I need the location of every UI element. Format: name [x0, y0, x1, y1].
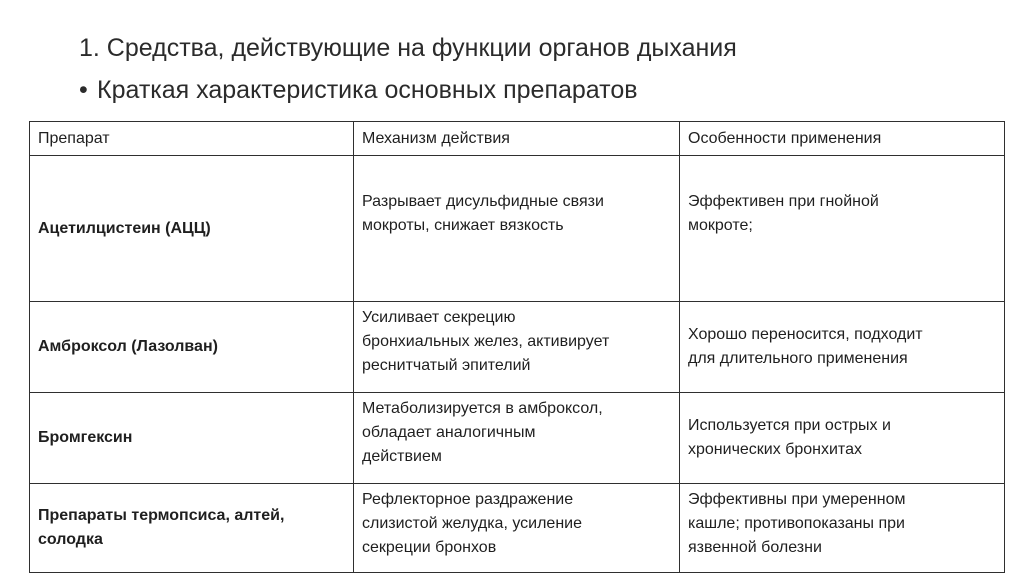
- mechanism-cell: [354, 156, 680, 302]
- table-row: [30, 393, 1005, 484]
- usage-cell: [680, 393, 1005, 484]
- bullet-marker: •: [79, 76, 88, 104]
- usage-text: Хорошо переносится, подходит для длительного применения: [688, 326, 923, 367]
- table-row: [30, 302, 1005, 393]
- drug-name-text: Бромгексин: [38, 429, 133, 446]
- usage-cell: [680, 156, 1005, 302]
- mechanism-text: Усиливает секрецию бронхиальных желез, активирует реснитчатый эпителий: [362, 309, 610, 374]
- drug-cell: [30, 484, 354, 573]
- drug-cell: [30, 156, 354, 302]
- slide-heading: 1. Средства, действующие на функции органов дыхания: [79, 34, 737, 62]
- drug-name-text: Препараты термопсиса, алтей, солодка: [38, 507, 285, 548]
- bullet-text: Краткая характеристика основных препаратов: [97, 76, 638, 104]
- usage-text: Эффективен при гнойной мокроте;: [688, 193, 879, 234]
- table-header-row: [30, 122, 1005, 156]
- drug-cell: [30, 302, 354, 393]
- table-row: [30, 156, 1005, 302]
- column-header-usage: Особенности применения: [680, 122, 1005, 156]
- drug-table: [29, 121, 1005, 573]
- column-header-mechanism: Механизм действия: [354, 122, 680, 156]
- column-header-drug: Препарат: [30, 122, 354, 156]
- drug-name-text: Ацетилцистеин (АЦЦ): [38, 219, 211, 237]
- drug-name-text: Амброксол (Лазолван): [38, 338, 218, 355]
- usage-text: Используется при острых и хронических бронхитах: [688, 417, 891, 458]
- mechanism-text: Метаболизируется в амброксол, обладает аналогичным действием: [362, 400, 603, 465]
- mechanism-cell: [354, 302, 680, 393]
- mechanism-cell: [354, 484, 680, 573]
- mechanism-text: Рефлекторное раздражение слизистой желудка, усиление секреции бронхов: [362, 491, 582, 556]
- mechanism-text: Разрывает дисульфидные связи мокроты, снижает вязкость: [362, 193, 604, 234]
- slide-bullet: [79, 76, 638, 105]
- mechanism-cell: [354, 393, 680, 484]
- usage-cell: [680, 302, 1005, 393]
- usage-cell: [680, 484, 1005, 573]
- usage-text: Эффективны при умеренном кашле; противопоказаны при язвенной болезни: [688, 491, 906, 556]
- drug-cell: [30, 393, 354, 484]
- table-row: [30, 484, 1005, 573]
